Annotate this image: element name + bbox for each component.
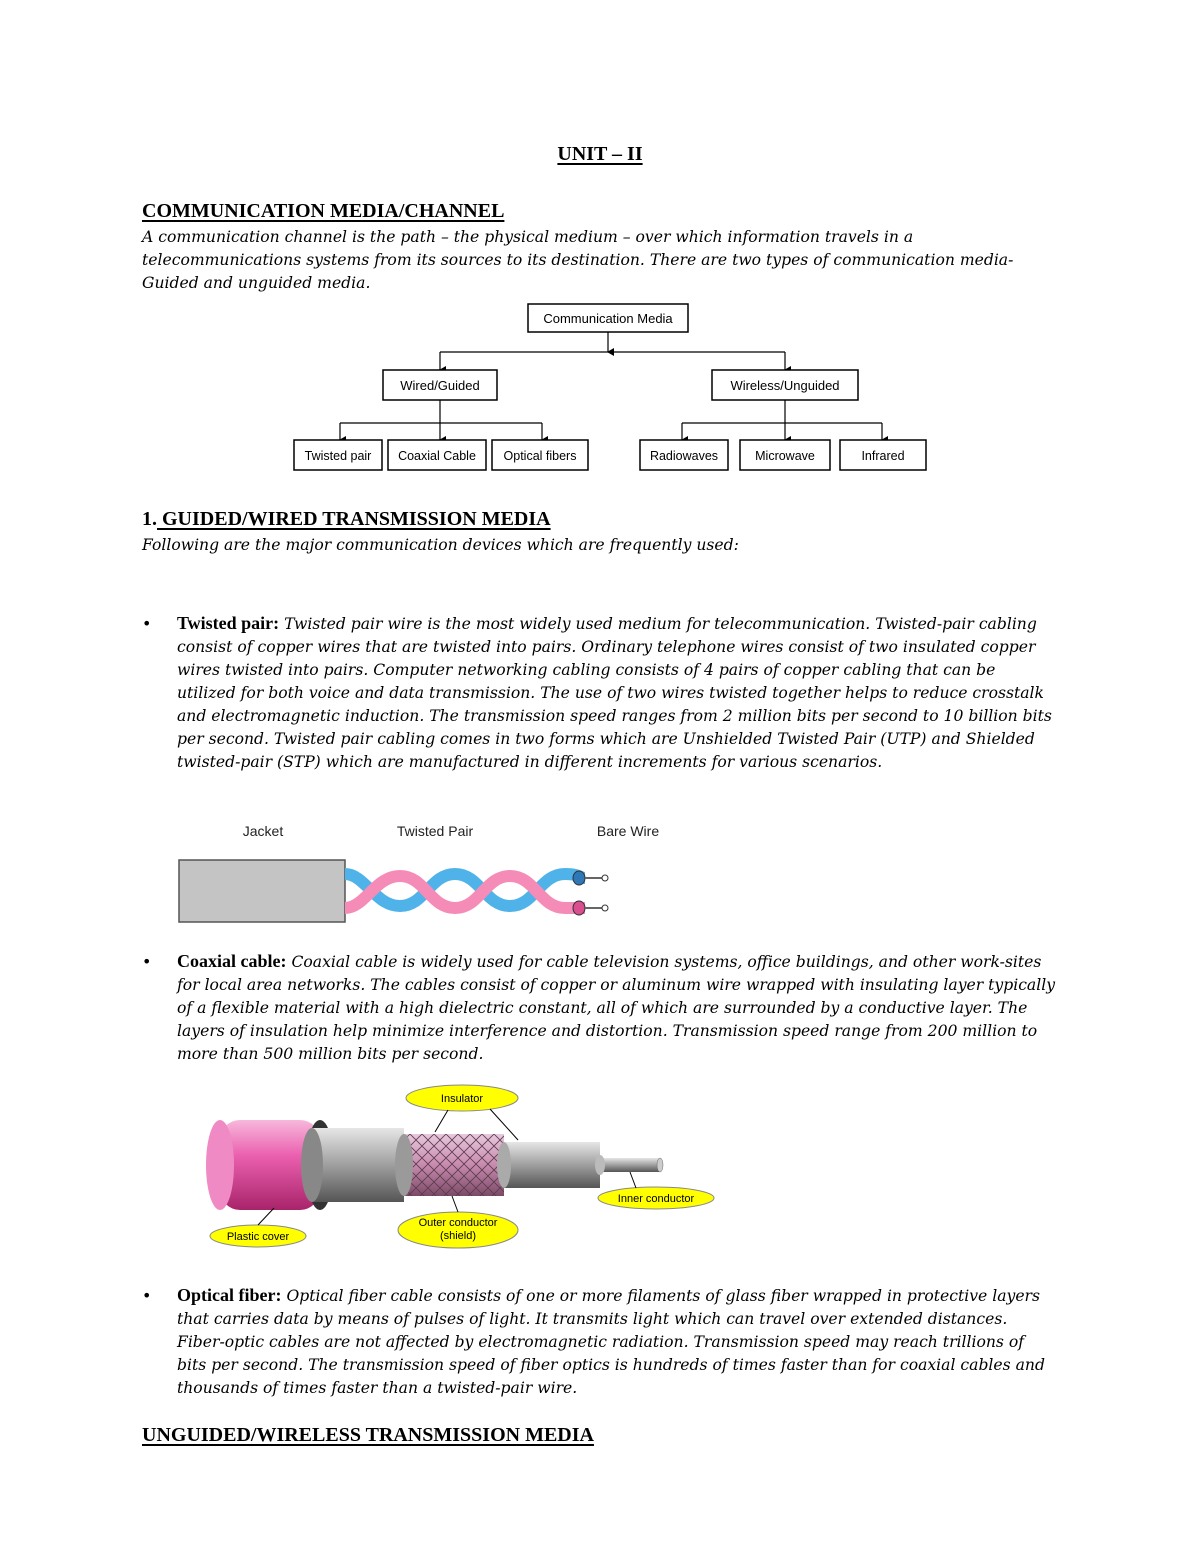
- bullet-text: Twisted pair wire is the most widely used medium for telecommunication. Twisted-pair cabling consist of copper wires that are twisted into pairs. Ordinary telephone wires consist of two insulated copper wires twisted into pairs. Computer networking cabling consists of 4 pairs of copper cabling that can be utilized for both voice and data transmission. The use of two wires twisted together helps to reduce crosstalk and electromagnetic induction. The transmission speed ranges from 2 million bits per second to 10 billion bits per second. Twisted pair cabling comes in two forms which are Unshielded Twisted Pair (UTP) and Shielded twisted-pair (STP) which are manufactured in different increments for various scenarios.: [177, 615, 1052, 771]
- wireless-node-label: Wireless/Unguided: [730, 378, 840, 393]
- bullet-optical-fiber: [177, 1284, 1057, 1400]
- wired-node-label: Wired/Guided: [400, 378, 480, 393]
- communication-media-diagram: [280, 298, 940, 478]
- bullet-dot: •: [142, 952, 152, 971]
- guided-intro: Following are the major communication devices which are frequently used:: [142, 536, 739, 554]
- bullet-term: Twisted pair:: [177, 613, 280, 633]
- section-heading-communication-media: COMMUNICATION MEDIA/CHANNEL: [142, 200, 505, 222]
- bullet-coaxial-cable: [177, 950, 1057, 1066]
- inner-conductor-label: Inner conductor: [617, 1193, 695, 1205]
- unit-title: UNIT – II: [557, 143, 643, 165]
- radiowaves-node: Radiowaves: [649, 449, 719, 463]
- bare-wire-label: Bare Wire: [596, 823, 660, 839]
- section-heading-unguided: UNGUIDED/WIRELESS TRANSMISSION MEDIA: [142, 1424, 594, 1446]
- twisted-pair-node: Twisted pair: [304, 449, 372, 463]
- coaxial-cable-figure: [200, 1080, 720, 1255]
- jacket-label: Jacket: [242, 823, 284, 839]
- intro-paragraph: A communication channel is the path – the physical medium – over which information travels in a telecommunications systems from its sources to its destination. There are two types of communication media- Guided and unguided media.: [142, 228, 1014, 292]
- section-number: 1.: [142, 508, 157, 530]
- twisted-pair-figure: [175, 818, 675, 928]
- insulator-label: Insulator: [440, 1093, 484, 1105]
- outer-conductor-label: Outer conductor: [418, 1217, 498, 1229]
- coaxial-cable-node: Coaxial Cable: [398, 449, 476, 463]
- optical-fibers-node: Optical fibers: [503, 449, 577, 463]
- bullet-twisted-pair: [177, 612, 1057, 774]
- bullet-dot: •: [142, 614, 152, 633]
- infrared-node: Infrared: [861, 449, 905, 463]
- bullet-term: Coaxial cable:: [177, 951, 287, 971]
- twisted-pair-label: Twisted Pair: [396, 823, 474, 839]
- section-heading-guided: [142, 508, 551, 531]
- bullet-term: Optical fiber:: [177, 1285, 282, 1305]
- microwave-node: Microwave: [755, 449, 815, 463]
- bullet-text: Coaxial cable is widely used for cable television systems, office buildings, and other work-sites for local area networks. The cables consist of copper or aluminum wire wrapped with insulating layer typically of a flexible material with a high dielectric constant, all of which are surrounded by a conductive layer. The layers of insulation help minimize interference and distortion. Transmission speed range from 200 million to more than 500 million bits per second.: [177, 953, 1056, 1063]
- inner-conductor-shape: [600, 1158, 660, 1172]
- section-heading-guided-text: GUIDED/WIRED TRANSMISSION MEDIA: [157, 508, 551, 530]
- shield-label: (shield): [439, 1230, 477, 1242]
- insulator-shape: [504, 1142, 600, 1188]
- bullet-dot: •: [142, 1286, 152, 1305]
- root-node-label: Communication Media: [543, 311, 673, 326]
- jacket-shape: [179, 860, 345, 922]
- bullet-text: Optical fiber cable consists of one or more filaments of glass fiber wrapped in protective layers that carries data by means of pulses of light. It transmits light which can travel over extended distances. Fiber-optic cables are not affected by electromagnetic radiation. Transmission speed may reach trillions of bits per second. The transmission speed of fiber optics is hundreds of times faster than for coaxial cables and thousands of times faster than a twisted-pair wire.: [177, 1287, 1045, 1397]
- plastic-cover-label: Plastic cover: [226, 1231, 290, 1243]
